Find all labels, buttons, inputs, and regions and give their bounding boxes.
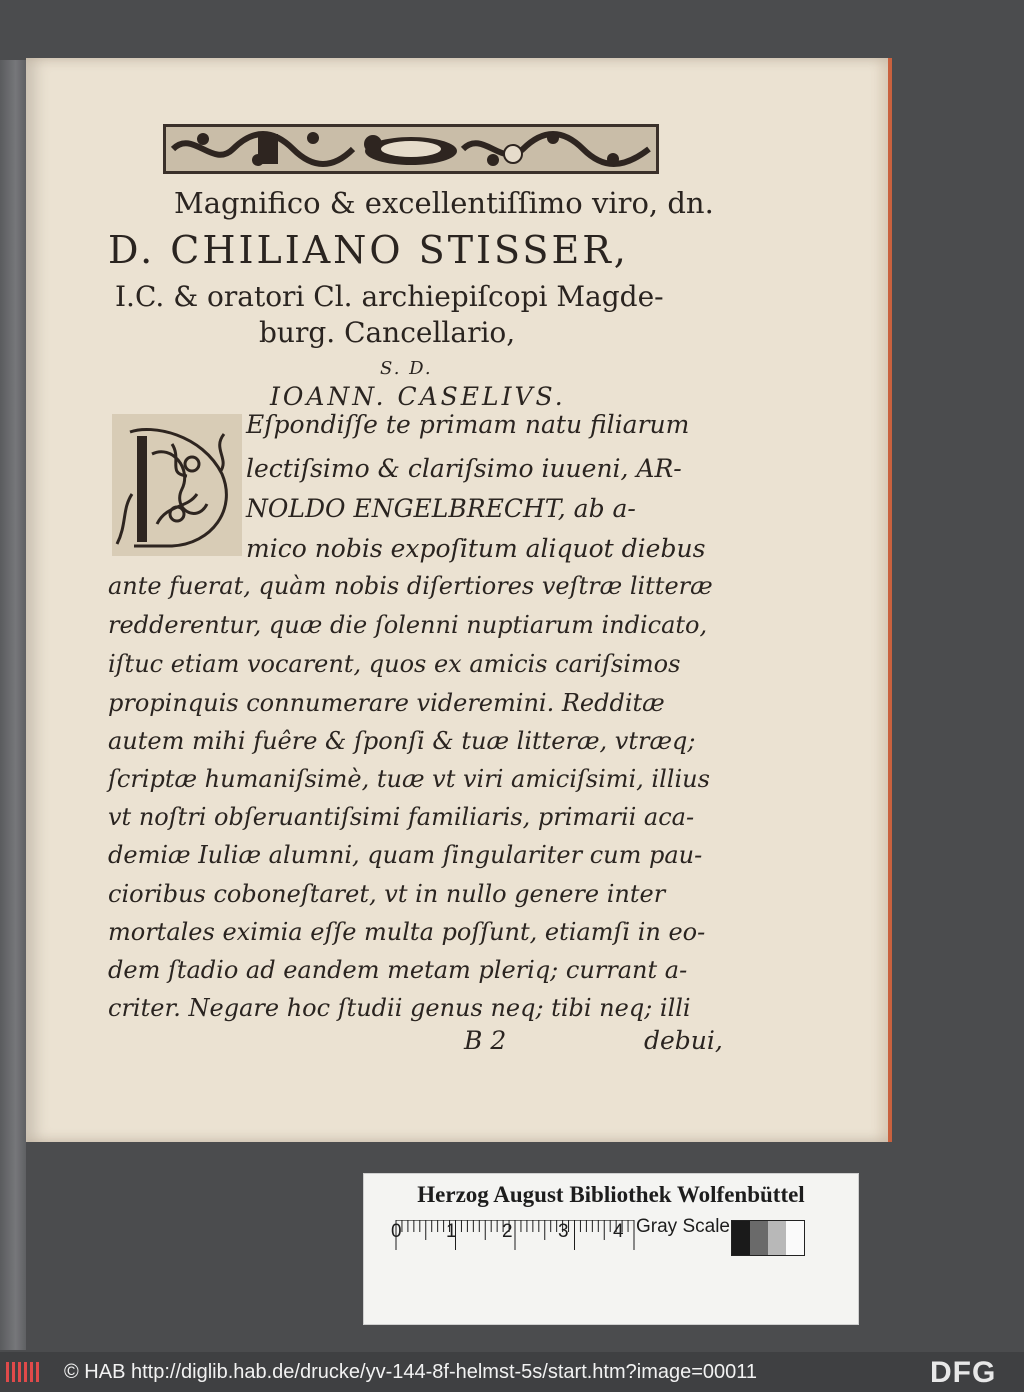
ruler-number: 0: [391, 1221, 402, 1242]
text-line: propinquis connumerare videremini. Redditæ: [108, 689, 665, 717]
text-line: vt noſtri obſeruantiſsimi familiaris, primarii aca-: [108, 803, 695, 831]
text-line: lectiſsimo & clariſsimo iuueni, AR-: [246, 454, 682, 483]
text-line: mico nobis expoſitum aliquot diebus: [246, 534, 706, 563]
hab-logo-icon: [4, 1358, 44, 1386]
ruler-number: 4: [613, 1221, 624, 1242]
footer-copyright-url[interactable]: © HAB http://diglib.hab.de/drucke/yv-144-8f-helmst-5s/start.htm?image=00011: [64, 1361, 758, 1383]
gray-scale-label: Gray Scale: [636, 1216, 730, 1237]
color-calibration-card: [363, 1173, 859, 1325]
text-line: criter. Negare hoc ſtudii genus neq; tibi neq; illi: [108, 994, 691, 1022]
text-line: redderentur, quæ die ſolenni nuptiarum indicato,: [108, 611, 708, 639]
author-name: IOANN. CASELIVS.: [270, 382, 566, 411]
text-line: ſcriptæ humaniſsimè, tuæ vt viri amiciſsimi, illius: [108, 765, 710, 793]
gray-swatch: [768, 1221, 786, 1255]
previous-page-edge: [0, 60, 26, 1350]
footer-bar: [0, 1352, 1024, 1392]
book-page: [26, 58, 892, 1142]
dedicatee-title-line-1: I.C. & oratori Cl. archiepiſcopi Magde-: [115, 280, 664, 313]
card-title: Herzog August Bibliothek Wolfenbüttel: [417, 1182, 805, 1207]
text-line: mortales eximia eſſe multa poſſunt, etiamſi in eo-: [108, 918, 706, 946]
gray-swatch: [786, 1221, 804, 1255]
text-line: iſtuc etiam vocarent, quos ex amicis cariſsimos: [108, 650, 681, 678]
salutem-dicit: S. D.: [380, 358, 433, 379]
ruler-number: 3: [558, 1221, 569, 1242]
text-line: Eſpondiſſe te primam natu filiarum: [246, 410, 690, 439]
gray-swatch: [750, 1221, 768, 1255]
text-line: NOLDO ENGELBRECHT, ab a-: [246, 494, 636, 523]
gray-swatch: [732, 1221, 750, 1255]
text-line: autem mihi fuêre & ſponſi & tuæ litteræ, vtræq;: [108, 727, 696, 755]
text-line: ante fuerat, quàm nobis diſertiores veſtræ litteræ: [108, 572, 713, 600]
dedication-salutation: Magnifico & excellentiſſimo viro, dn.: [174, 186, 714, 220]
catchword: debui,: [644, 1026, 723, 1055]
ruler-scale-icon: [390, 1220, 640, 1254]
decorated-initial-d-icon: [112, 414, 242, 556]
ruler-number: 2: [502, 1221, 513, 1242]
text-line: dem ſtadio ad eandem metam pleriq; currant a-: [108, 956, 688, 984]
gray-scale-swatches: [731, 1220, 805, 1256]
ruler-number: 1: [446, 1221, 457, 1242]
text-line: demiæ Iuliæ alumni, quam ſingulariter cum pau-: [108, 841, 703, 869]
dfg-logo: DFG: [930, 1356, 997, 1389]
dedicatee-title-line-2: burg. Cancellario,: [259, 316, 516, 349]
text-line: cioribus coboneſtaret, vt in nullo genere inter: [108, 880, 666, 908]
signature-mark: B 2: [464, 1026, 507, 1055]
dedicatee-name: D. CHILIANO STISSER,: [108, 228, 629, 272]
ornament-band-icon: [163, 124, 659, 174]
